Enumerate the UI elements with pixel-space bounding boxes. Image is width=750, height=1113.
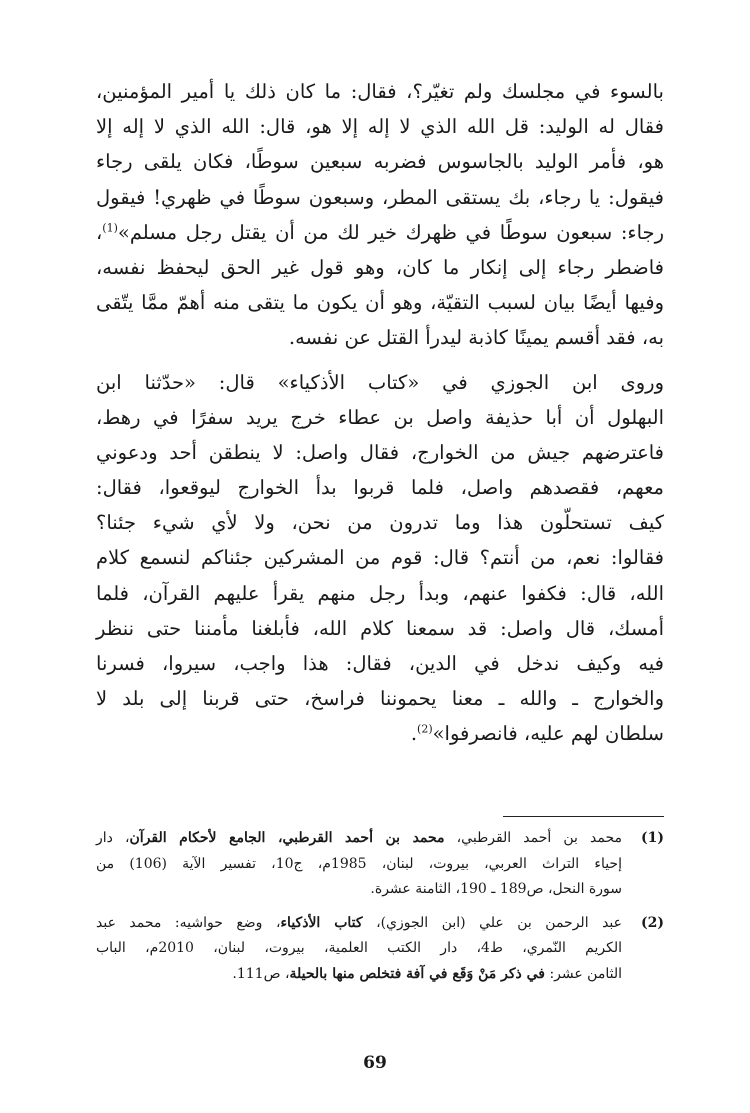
text-line-with-reference: [96, 215, 664, 250]
footnote-separator: [503, 816, 664, 817]
page-number: 69: [363, 1053, 387, 1073]
footnote-author: محمد بن أحمد القرطبي،: [444, 830, 623, 846]
footnote-text: ، ص111.: [232, 965, 290, 982]
text-line: معهم، فقصدهم واصل، فلما قربوا بدأ الخوارج ليوقعوا، فقال:: [96, 476, 664, 500]
text-fragment: .: [410, 722, 418, 746]
text-line: وروى ابن الجوزي في «كتاب الأذكياء» قال: «حدّثنا ابن: [96, 370, 664, 394]
paragraph-1: [96, 74, 664, 356]
text-fragment: سلطان لهم عليه، فانصرفوا»: [432, 722, 664, 746]
text-line-with-reference: [96, 716, 664, 751]
text-fragment: ،: [96, 220, 103, 244]
footnote-number: (1): [641, 830, 664, 846]
footnote-text: الثامن عشر:: [545, 965, 622, 982]
text-line: وفيها أيضًا بيان لسبب التقيّة، وهو أن يكون ما يتقى منه أهمّ ممَّا يتّقى: [96, 291, 664, 315]
footnote-line: الكريم النّمري، ط4، دار الكتب العلمية، بيروت، لبنان، 2010م، الباب: [96, 940, 623, 956]
footnote-text: ، وضع حواشيه: محمد عبد: [96, 914, 281, 931]
text-line: فقال له الوليد: قل الله الذي لا إله إلا هو، قال: الله الذي لا إله إلا: [96, 115, 664, 139]
footnote-2: [96, 911, 664, 988]
text-line: والخوارج ـ والله ـ معنا يحموننا فراسخ، حتى قربنا إلى بلد لا: [96, 687, 664, 711]
text-line: البهلول أن أبا حذيفة واصل بن عطاء خرج يريد سفرًا في رهط،: [96, 405, 664, 429]
footnote-1: [96, 826, 664, 903]
footnote-line: إحياء التراث العربي، بيروت، لبنان، 1985م، ج10، تفسير الآية (106) من: [96, 855, 622, 872]
footnote-ref-2: (2): [417, 722, 433, 736]
paragraph-2: [96, 365, 664, 752]
footnote-number: (2): [641, 914, 664, 931]
footnote-line: [96, 911, 622, 937]
text-line: فيقول: يا رجاء، بك يستقى المطر، وسبعون سوطًا في ظهري! فيقول: [96, 185, 664, 209]
footnote-section-title: في ذكر مَنْ وَقَع في آفة فتخلص منها بالحيلة: [289, 965, 545, 982]
footnote-line: [96, 962, 622, 988]
text-line: فيه وكيف ندخل في الدين، فقال: هذا واجب، سيروا، فسرنا: [96, 652, 664, 675]
footnote-line: سورة النحل، ص189 ـ 190، الثامنة عشرة.: [370, 881, 622, 897]
text-fragment: رجاء: سبعون سوطًا في ظهرك خير لك من أن يقتل رجل مسلم»: [117, 220, 664, 244]
footnote-text: ، دار: [96, 830, 130, 846]
footnote-title: محمد بن أحمد القرطبي، الجامع لأحكام القرآن: [129, 830, 445, 846]
text-line: فاعترضهم جيش من الخوارج، فقال واصل: لا ينطقن أحد ودعوني: [96, 440, 664, 464]
footnote-ref-1: (1): [102, 221, 118, 235]
text-line: هو، فأمر الوليد بالجاسوس فضربه سبعين سوطًا، فكان يلقى رجاء: [96, 150, 664, 174]
footnote-title: كتاب الأذكياء: [280, 914, 363, 931]
text-line: فقالوا: نعم، من أنتم؟ قال: قوم من المشركين جئناكم لنسمع كلام: [96, 546, 664, 570]
text-line: الله، قال: فكفوا عنهم، وبدأ رجل منهم يقرأ عليهم القرآن، فلما: [96, 581, 664, 605]
text-line: بالسوء في مجلسك ولم تغيّر؟، فقال: ما كان ذلك يا أمير المؤمنين،: [96, 80, 664, 103]
footnote-line: [96, 826, 622, 852]
text-line: كيف تستحلّون هذا وما تدرون من نحن، ولا لأي شيء جئنا؟: [96, 511, 664, 535]
text-line: به، فقد أقسم يمينًا كاذبة ليدرأ القتل عن نفسه.: [288, 326, 664, 350]
text-line: أمسك، قال واصل: قد سمعنا كلام الله، فأبلغنا مأمننا حتى ننظر: [96, 616, 664, 640]
footnotes: [96, 826, 664, 995]
footnote-author: عبد الرحمن بن علي (ابن الجوزي)،: [362, 914, 623, 931]
main-text: [96, 74, 664, 752]
text-line: فاضطر رجاء إلى إنكار ما كان، وهو قول غير الحق ليحفظ نفسه،: [96, 255, 664, 279]
